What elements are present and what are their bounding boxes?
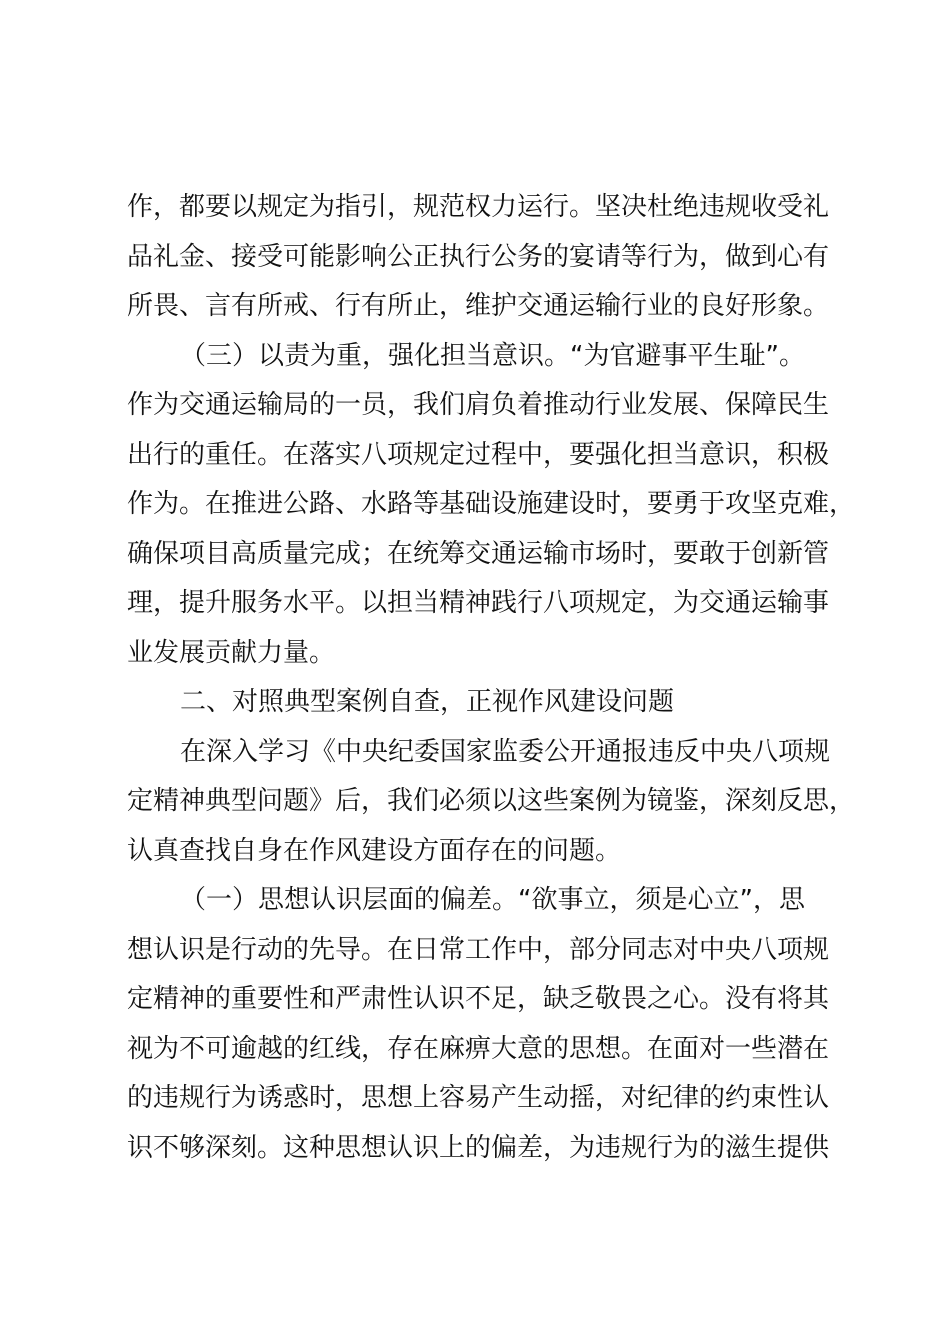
- text-line: 视为不可逾越的红线，存在麻痹大意的思想。在面对一些潜在: [127, 1033, 830, 1064]
- section-heading-line: （三）以责为重，强化担当意识。“为官避事平生耻”。: [180, 340, 805, 371]
- text-line: 确保项目高质量完成；在统筹交通运输市场时，要敢于创新管: [127, 538, 830, 569]
- text-line: 认真查找自身在作风建设方面存在的问题。: [127, 835, 622, 866]
- section-heading-line: 二、对照典型案例自查，正视作风建设问题: [180, 687, 675, 717]
- paragraph-start-line: 在深入学习《中央纪委国家监委公开通报违反中央八项规: [180, 736, 831, 767]
- text-line: 品礼金、接受可能影响公正执行公务的宴请等行为，做到心有: [127, 241, 830, 272]
- text-line: 作为。在推进公路、水路等基础设施建设时，要勇于攻坚克难，: [127, 489, 856, 519]
- text-line: 定精神典型问题》后，我们必须以这些案例为镜鉴，深刻反思，: [127, 786, 856, 816]
- text-line: 所畏、言有所戒、行有所止，维护交通运输行业的良好形象。: [127, 291, 830, 321]
- text-line: 的违规行为诱惑时，思想上容易产生动摇，对纪律的约束性认: [127, 1083, 830, 1113]
- text-line: 作为交通运输局的一员，我们肩负着推动行业发展、保障民生: [127, 390, 830, 420]
- text-line: 识不够深刻。这种思想认识上的偏差，为违规行为的滋生提供: [127, 1132, 830, 1163]
- text-line: 想认识是行动的先导。在日常工作中，部分同志对中央八项规: [127, 934, 830, 965]
- section-heading-line: （一）思想认识层面的偏差。“欲事立，须是心立”，思: [180, 885, 805, 915]
- text-line: 理，提升服务水平。以担当精神践行八项规定，为交通运输事: [127, 588, 830, 618]
- text-line: 出行的重任。在落实八项规定过程中，要强化担当意识，积极: [127, 439, 830, 470]
- text-line: 作，都要以规定为指引，规范权力运行。坚决杜绝违规收受礼: [127, 192, 830, 222]
- text-line: 业发展贡献力量。: [127, 637, 336, 668]
- document-body: [127, 183, 856, 1173]
- text-line: 定精神的重要性和严肃性认识不足，缺乏敬畏之心。没有将其: [127, 984, 830, 1014]
